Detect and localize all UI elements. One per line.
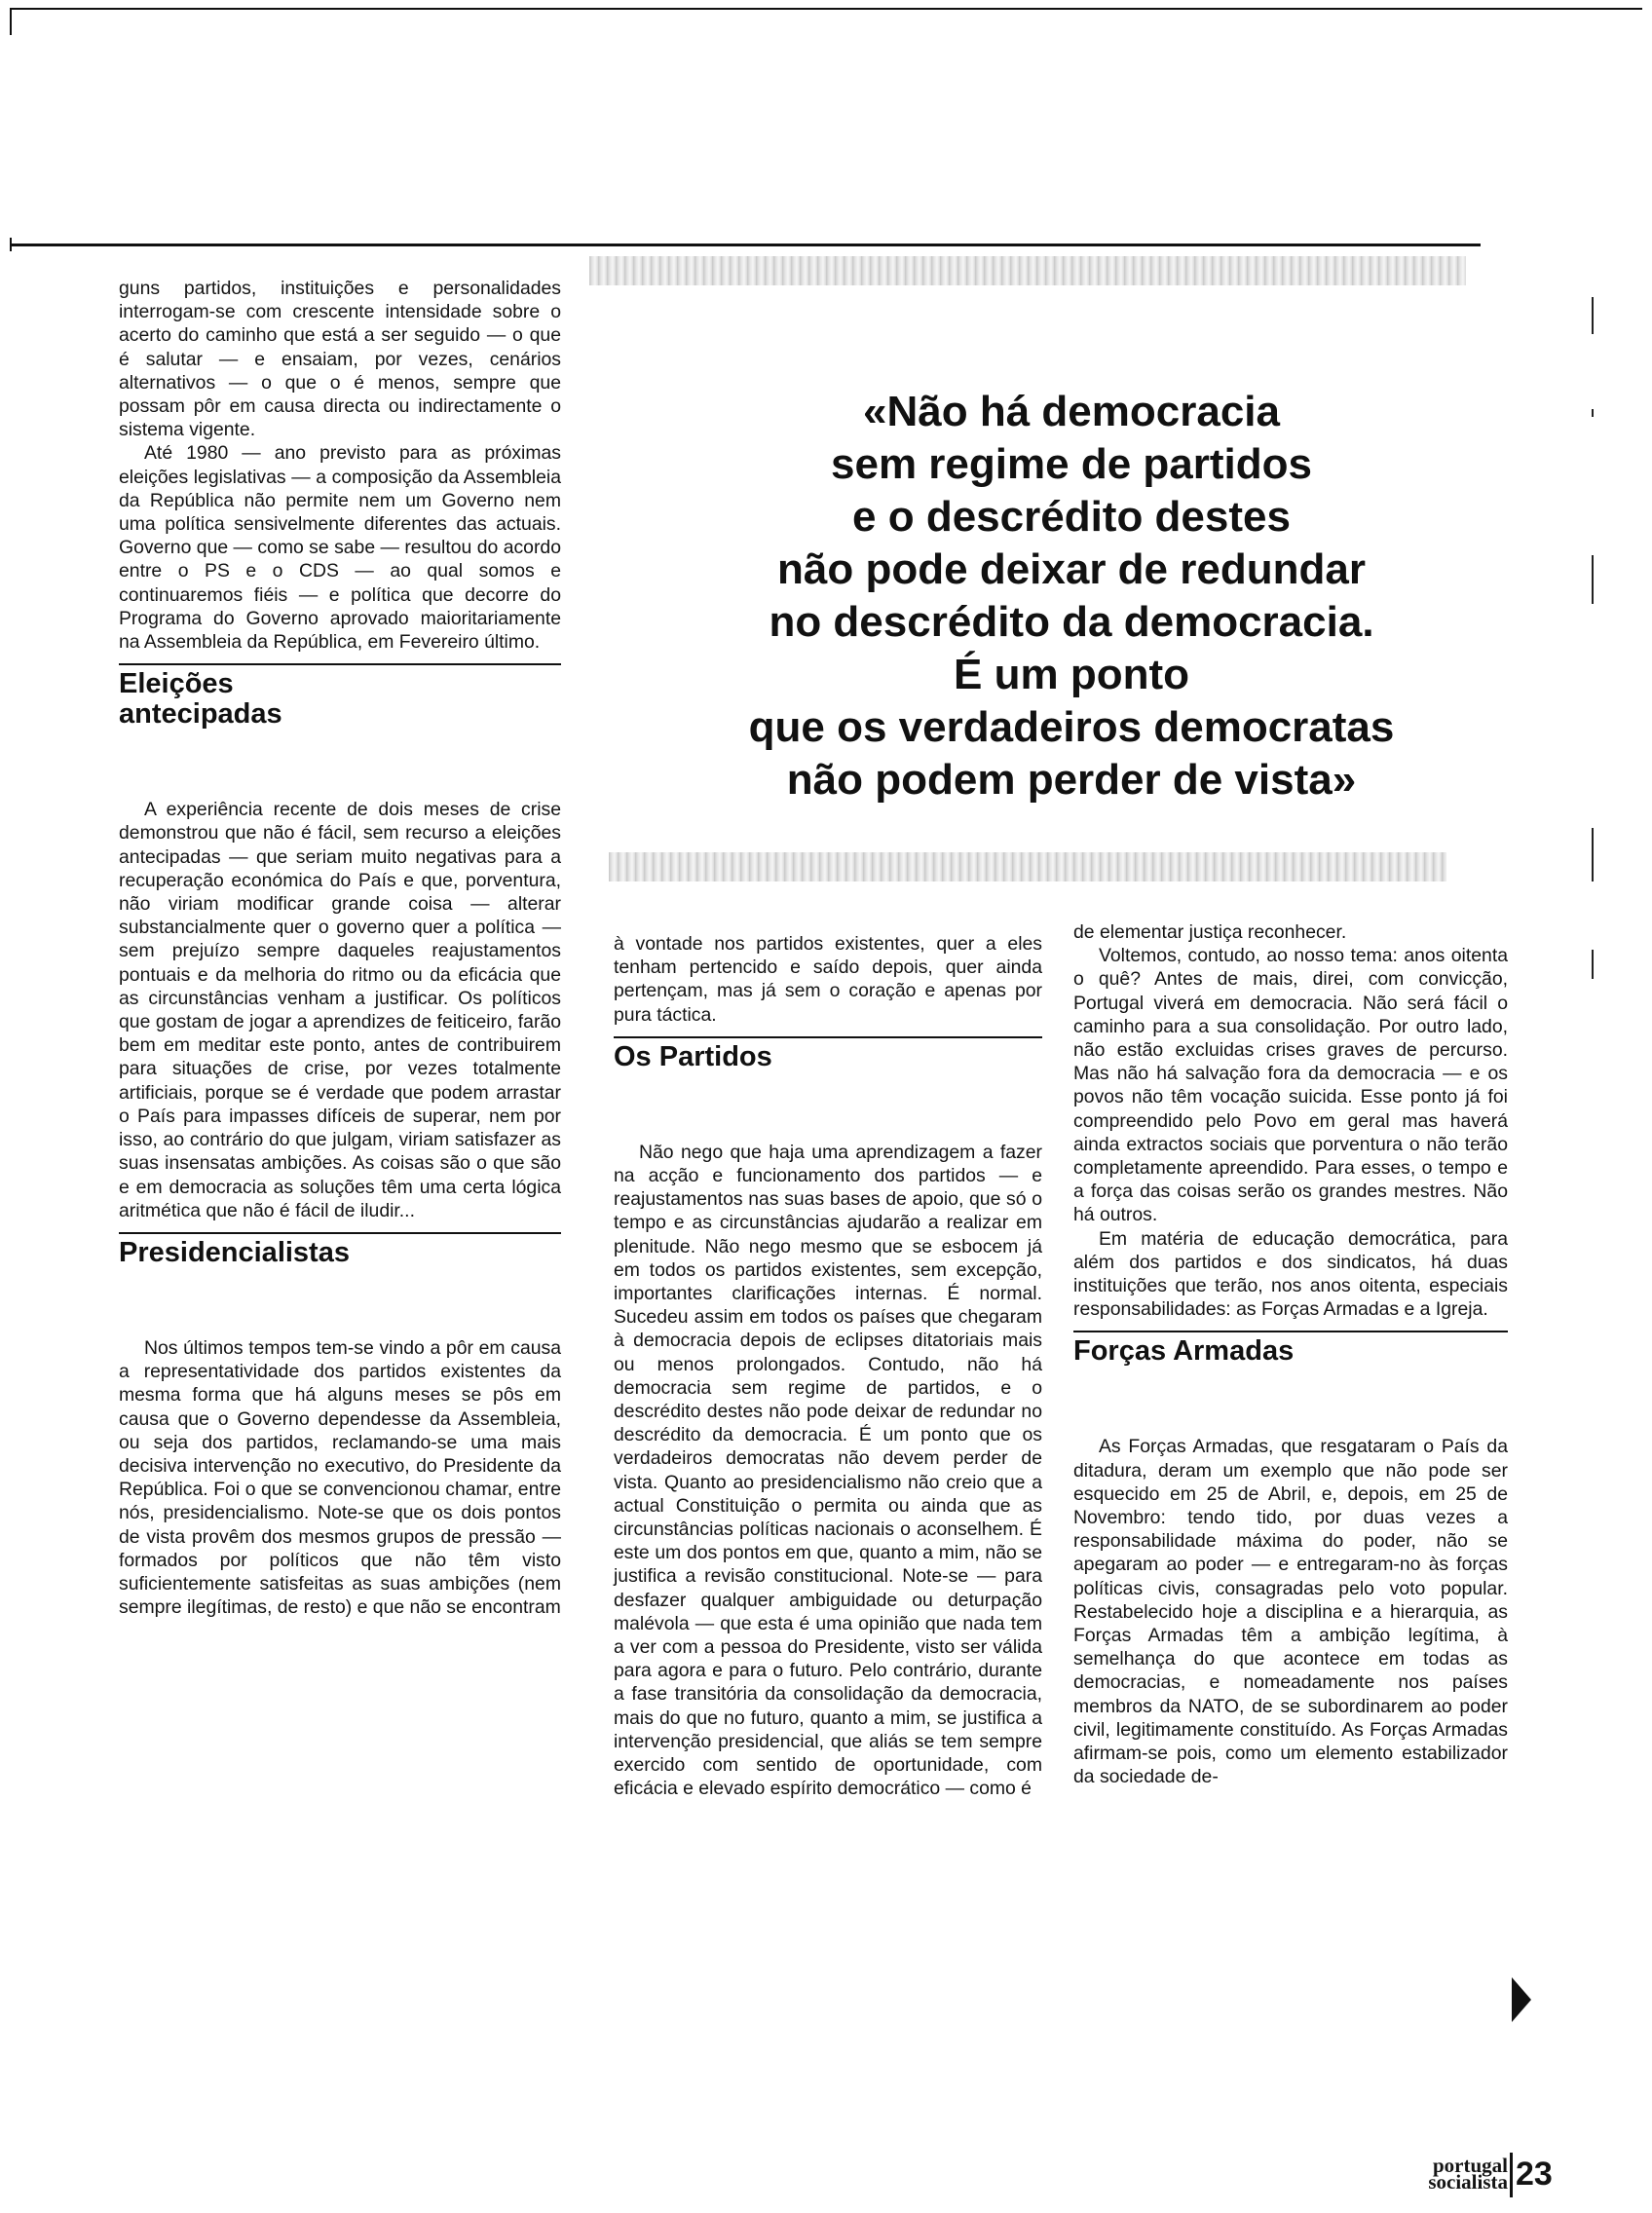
section-rule [1073,1331,1508,1332]
section-heading-partidos: Os Partidos [614,1040,772,1072]
paragraph: Voltemos, contudo, ao nosso tema: anos oitenta o quê? Antes de mais, direi, com convicção, Portugal viverá em democracia. Não será fácil o caminho para a sua consolidação. Por outro lado, não estão excluidas crises graves de percurso. Mas não há salvação fora da democracia — e os povos não têm vocação suicida. Esse ponto já foi compreendido pelo Povo em geral mas haverá ainda extractos sociais que porventura o não terão completamente apreendido. Para esses, o tempo e a força das coisas serão os grandes mestres. Não há outros. [1073,945,1508,1226]
folio-divider [1510,2153,1513,2197]
paragraph: Nos últimos tempos tem-se vindo a pôr em causa a representatividade dos partidos existentes da mesma forma que há alguns meses se pôs em causa que o Governo dependesse da Assembleia, ou seja dos partidos, reclamando-se uma mais decisiva intervenção no executivo, do Presidente da República. Foi o que se convencionou chamar, entre nós, presidencialismo. Note-se que os dois pontos de vista provêm dos mesmos grupos de pressão — formados por políticos que não têm visto suficientemente satisfeitas as suas ambições (nem sempre ilegítimas, de resto) e que não se encontram [119,1336,561,1619]
paragraph: A experiência recente de dois meses de crise demonstrou que não é fácil, sem recurso a eleições antecipadas — que seriam muito negativas para a recuperação económica do País e que, porventura, não viriam modificar grande coisa — alterar substancialmente quer o governo quer a política — sem prejuízo sempre daqueles reajustamentos pontuais e da melhoria do ritmo ou da eficácia que as circunstâncias venham a justificar. Os políticos que gostam de jogar a aprendizes de feiticeiro, farão bem em meditar este ponto, antes de contribuirem para situações de crise, por vezes totalmente artificiais, porque se é verdade que podem arrastar o País para impasses difíceis de superar, nem por isso, ao contrário do que julgam, viriam satisfazer as suas insensatas ambições. As coisas são o que são e em democracia as soluções têm uma certa lógica aritmética que não é fácil de iludir... [119,799,561,1221]
heading-line: antecipadas [119,698,282,731]
paragraph: à vontade nos partidos existentes, quer a eles tenham pertencido e saído depois, quer ainda pertençam, mas já sem o coração e apenas por pura táctica. [614,933,1042,1026]
margin-mark-3 [1592,555,1594,604]
section-spacer [119,1268,561,1336]
logo-line: socialista [1428,2170,1508,2194]
paragraph: Até 1980 — ano previsto para as próximas eleições legislativas — a composição da Assembleia da República não permite nem um Governo nem uma política sensivelmente diferentes das actuais. Governo que — como se sabe — resultou do acordo entre o PS e o CDS — ao qual somos e continuaremos fiéis — e política que decorre do Programa do Governo aprovado maioritariamente na Assembleia da República, em Fevereiro último. [119,442,561,654]
pull-quote-line: não podem perder de vista» [786,756,1357,804]
margin-mark-2 [1592,409,1594,417]
section-rule [614,1036,1042,1038]
pull-quote-line: no descrédito da democracia. [769,598,1374,646]
paragraph: As Forças Armadas, que resgataram o País da ditadura, deram um exemplo que não pode ser esquecido em 25 de Abril, e, depois, em 25 de Novembro: tendo tido, por duas vezes a responsabilidade máxima do poder, não se apegaram ao poder — e entregaram-no às forças políticas civis, consagradas pelo voto popular. Restabelecido hoje a disciplina e a hierarquia, as Forças Armadas têm a ambição legítima, à semelhança do que acontece em todas as democracias, e nomeadamente nos países membros da NATO, de se subordinarem ao poder civil, legitimamente constituído. As Forças Armadas afirmam-se pois, como um elemento estabilizador da sociedade de- [1073,1436,1508,1788]
paragraph: de elementar justiça reconhecer. [1073,921,1347,943]
logo-line: portugal [1432,2154,1508,2177]
article-column-3 [1073,920,1508,1789]
pull-quote-line: «Não há democracia [863,388,1280,435]
section-rule [119,1232,561,1234]
pull-quote-line: que os verdadeiros democratas [748,703,1395,751]
section-spacer [1073,1367,1508,1435]
publication-logo [1391,2154,1508,2194]
section-heading-forcas-armadas: Forças Armadas [1073,1335,1295,1368]
heading-line: Eleições [119,668,234,700]
header-rule-tick [10,238,12,251]
paragraph: Não nego que haja uma aprendizagem a fazer na acção e funcionamento dos partidos — e reajustamentos nas suas bases de apoio, que só o tempo e as circunstâncias ajudarão a realizar em plenitude. Não nego mesmo que se esbocem já em todos os partidos existentes, sem excepção, importantes clarificações internas. É normal. Sucedeu assim em todos os países que chegaram à democracia depois de eclipses ditatoriais mais ou menos prolongados. Contudo, não há democracia sem regime de partidos, e o descrédito destes não pode deixar de redundar no descrédito da democracia. É um ponto que os verdadeiros democratas não devem perder de vista. Quanto ao presidencialismo não creio que a actual Constituição o permita ou ainda que as circunstâncias políticas nacionais o aconselhem. É este um dos pontos em que, quanto a mim, não se justifica a revisão constitucional. Note-se — para desfazer qualquer ambiguidade ou deturpação malévola — que esta é uma opinião que nada tem a ver com a pessoa do Presidente, visto ser válida para agora e para o futuro. Pelo contrário, durante a fase transitória da consolidação da democracia, mais do que no futuro, quanto a mim, se justifica a intervenção presidencial, que aliás se tem sempre exercido com sentido de oportunidade, com eficácia e elevado espírito democrático — como é [614,1141,1042,1800]
continue-arrow-icon [1512,1977,1531,2022]
paragraph: guns partidos, instituições e personalidades interrogam-se com crescente intensidade sobre o acerto do caminho que está a ser seguido — o que é salutar — e ensaiam, por vezes, cenários alternativos — o que o é menos, sempre que possam pôr em causa directa ou indirectamente o sistema vigente. [119,278,561,441]
margin-mark-1 [1592,297,1594,334]
section-rule [119,663,561,665]
page-number: 23 [1516,2156,1553,2193]
section-heading-presidencialistas: Presidencialistas [119,1236,350,1268]
halftone-band-bottom [609,852,1446,881]
top-border-rule [10,8,1642,10]
pull-quote-line: não pode deixar de redundar [777,545,1366,593]
halftone-band-top [589,256,1466,285]
paragraph: Em matéria de educação democrática, para além dos partidos e dos sindicatos, há duas instituições que terão, nos anos oitenta, especiais responsabilidades: as Forças Armadas e a Igreja. [1073,1227,1508,1321]
pull-quote [672,386,1471,806]
pull-quote-line: sem regime de partidos [831,440,1312,488]
article-column-1 [119,277,561,1619]
section-spacer [614,1072,1042,1141]
margin-mark-5 [1592,950,1594,979]
header-rule [10,244,1481,246]
margin-mark-4 [1592,828,1594,881]
pull-quote-line: É um ponto [954,651,1189,698]
section-heading-eleicoes [119,669,561,730]
pull-quote-line: e o descrédito destes [852,493,1291,541]
section-spacer [119,730,561,798]
article-column-2 [614,932,1042,1801]
top-left-corner-mark [10,8,12,35]
